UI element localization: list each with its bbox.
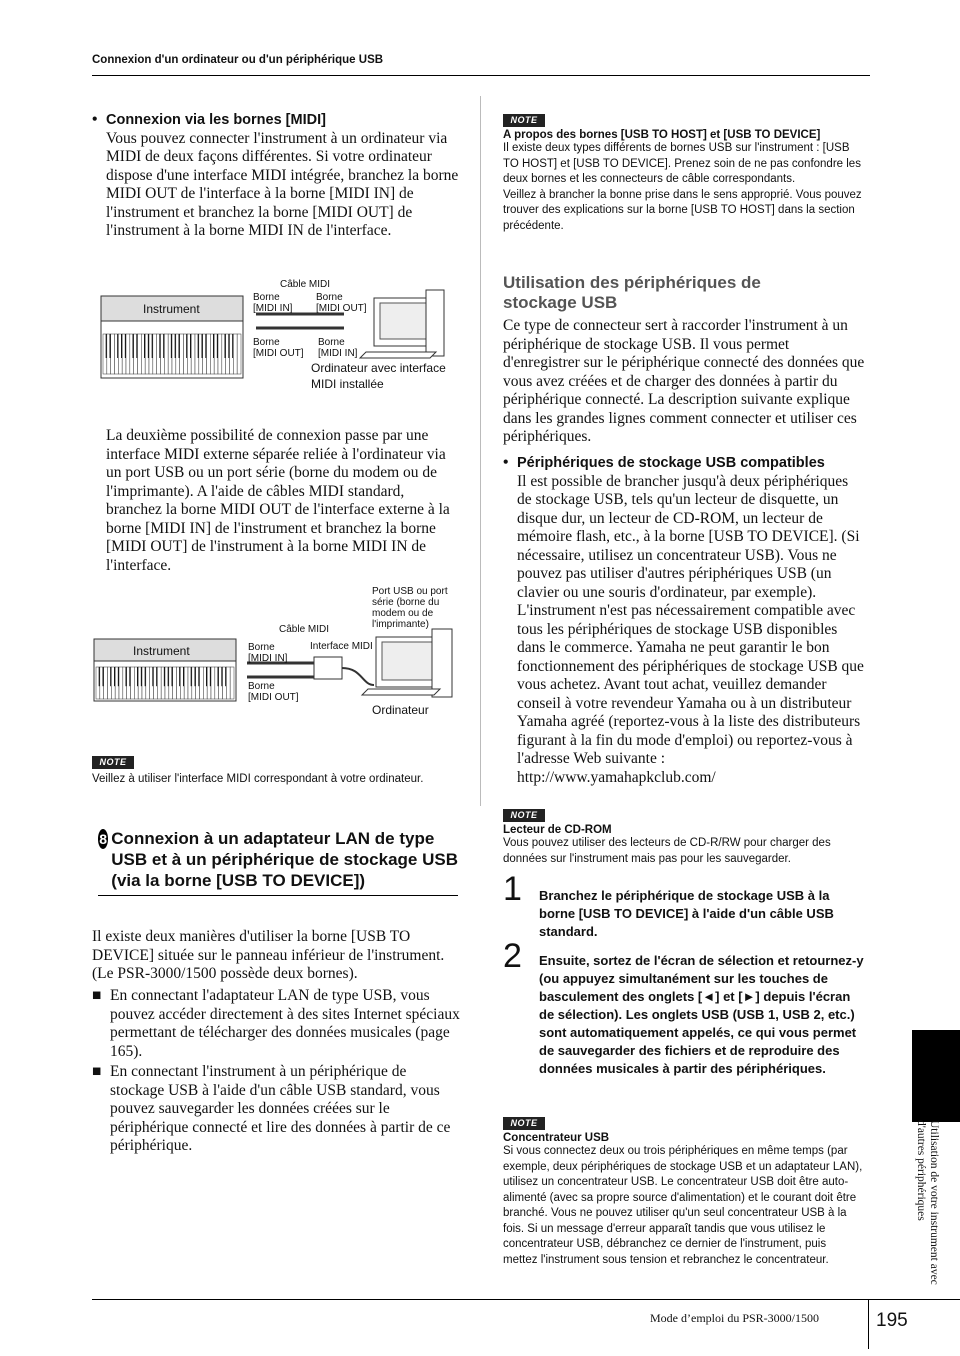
midi-interface-box	[314, 657, 342, 679]
white-key	[126, 334, 130, 374]
chapter-tab	[912, 1030, 960, 1122]
computer-tower	[426, 290, 444, 356]
white-key	[111, 334, 115, 374]
note-usb-hub	[503, 1113, 863, 1268]
step-1-number: 1	[503, 870, 522, 908]
white-key	[131, 667, 135, 699]
section-rule	[98, 895, 458, 896]
white-key	[119, 667, 123, 699]
white-key	[157, 667, 161, 699]
step-1	[503, 872, 865, 941]
d2-computer-label: Ordinateur	[372, 703, 429, 717]
step-2	[503, 939, 865, 1078]
note-usb-ports-title: A propos des bornes [USB TO HOST] et [USB TO DEVICE]	[503, 129, 821, 141]
white-key	[180, 334, 184, 374]
white-key	[138, 334, 142, 374]
white-key	[211, 667, 215, 699]
section-title: Connexion à un adaptateur LAN de type USB et à un périphérique de stockage USB (via la borne [USB TO DEVICE])	[111, 829, 458, 890]
list-item-text: En connectant l'instrument à un périphérique de stockage USB à l'aide d'un câble USB standard, vous pouvez sauvegarder les données créées sur le périphérique connecté et lire des données à partir de ce périphérique.	[110, 1063, 451, 1154]
bullet-dot: •	[503, 454, 509, 471]
chapter-tab-text: Utilisation de votre instrument avec d'autres périphériques	[915, 1120, 940, 1285]
white-key	[237, 334, 241, 374]
list-item	[92, 987, 462, 1061]
white-key	[218, 334, 222, 374]
storage-heading: Utilisation des périphériques de stockage USB	[503, 273, 761, 312]
list-item-text: En connectant l'adaptateur LAN de type USB, vous pouvez accéder directement à des sites Internet spéciaux permettant de télécharger des données musicales (page 165).	[110, 987, 460, 1060]
page-number: 195	[876, 1310, 908, 1331]
computer2-keyboard	[362, 689, 440, 695]
compat-title: Périphériques de stockage USB compatibles	[517, 455, 825, 471]
white-key	[164, 334, 168, 374]
running-header: Connexion d'un ordinateur ou d'un périphérique USB	[92, 54, 384, 66]
d1-cable-label: Câble MIDI	[280, 279, 331, 290]
white-key	[233, 334, 237, 374]
left-note-text: Veillez à utiliser l'interface MIDI correspondant à votre ordinateur.	[92, 773, 424, 785]
d1-midi-in-label: Borne [MIDI IN]	[253, 292, 293, 314]
d1-instrument-label: Instrument	[143, 302, 200, 316]
note-usb-hub-title: Concentrateur USB	[503, 1132, 610, 1144]
note-cdrom	[503, 805, 863, 867]
monitor-screen	[380, 303, 428, 339]
monitor2-screen	[382, 642, 432, 680]
white-key	[153, 334, 157, 374]
footer-rule	[92, 1299, 960, 1300]
d1-computer-label: Ordinateur avec interface MIDI installée	[311, 361, 446, 391]
d1-midi-in-bottom-label: Borne [MIDI IN]	[318, 337, 358, 359]
midi-bullet	[92, 111, 462, 241]
white-key	[184, 667, 188, 699]
midi-bullet-title: Connexion via les bornes [MIDI]	[106, 112, 326, 128]
footer-manual-name: Mode d’emploi du PSR-3000/1500	[650, 1311, 820, 1325]
midi-bullet-body: Vous pouvez connecter l'instrument à un ordinateur via MIDI de deux façons différentes. Si votre ordinateur dispose d'une interface MIDI intégrée, branchez la borne MIDI OUT de l'interface à la borne [MIDI IN] de l'instrument et branchez la borne [MIDI OUT] de l'instrument à la borne MIDI IN de l'interface.	[106, 129, 459, 239]
white-key	[207, 334, 211, 374]
d2-instrument-label: Instrument	[133, 644, 190, 658]
section-intro: Il existe deux manières d'utiliser la borne [USB TO DEVICE] située sur le panneau inférieur de l'instrument. (Le PSR-3000/1500 possède deux bornes).	[92, 928, 445, 982]
white-key	[104, 667, 108, 699]
d2-midi-out-label: Borne [MIDI OUT]	[248, 681, 299, 703]
note-badge: NOTE	[503, 1117, 545, 1130]
white-key	[200, 667, 204, 699]
section-number-badge: 8	[99, 831, 108, 847]
d2-cable-label: Câble MIDI	[279, 624, 330, 635]
computer2-tower	[432, 629, 452, 697]
section-items	[92, 987, 462, 1156]
section-8	[98, 828, 458, 896]
square-bullet: ■	[92, 1063, 102, 1080]
usb-cable	[342, 668, 374, 685]
list-item	[92, 1063, 462, 1156]
d1-midi-out-label: Borne [MIDI OUT]	[253, 337, 304, 359]
keyboard2-keys	[96, 667, 234, 699]
second-connection-para: La deuxième possibilité de connexion passe par une interface MIDI externe séparée reliée à l'ordinateur via un port USB ou un port série (borne du modem ou de l'imprimante). A l'aide de câbles MIDI standard, branchez la borne MIDI OUT de l'interface externe à la borne [MIDI IN] de l'instrument et branchez la borne [MIDI OUT] de l'instrument à la borne MIDI IN de l'interface.	[106, 427, 450, 574]
white-key	[146, 667, 150, 699]
square-bullet: ■	[92, 987, 102, 1004]
white-key	[191, 334, 195, 374]
white-key	[230, 667, 234, 699]
d2-port-label: Port USB ou port série (borne du modem ou de l'imprimante)	[372, 586, 448, 630]
d2-midi-in-label: Borne [MIDI IN]	[248, 642, 288, 664]
step-2-text: Ensuite, sortez de l'écran de sélection et retournez-y (ou appuyez simultanément sur les touches de basculement des onglets [◄] et [►] depuis l'écran de sélection). Les onglets USB (USB 1, USB 2, etc.) sont automatiquement appelés, ce qui vous permet de sauvegarder des fichiers et de reproduire des données musicales à partir des périphériques.	[539, 953, 864, 1076]
compat-body: Il est possible de brancher jusqu'à deux périphériques de stockage USB, tels qu'un lecteur de disquette, un disque dur, un lecteur de CD-ROM, un lecteur de mémoire flash, etc., à la borne [USB TO DEVICE]. (Si nécessaire, utilisez un concentrateur USB). Vous ne pouvez pas utiliser d'autres périphériques USB (un clavier ou une souris d'ordinateur, par exemple). L'instrument n'est pas nécessairement compatible avec tous les périphériques de stockage USB disponibles dans le commerce. Yamaha ne peut garantir le bon fonctionnement des périphériques de stockage USB que vous achetez. Avant tout achat, veuillez demander conseil à votre revendeur Yamaha ou à un distributeur Yamaha agréé (reportez-vous à la liste des distributeurs figurant à la fin du mode d'emploi) ou reportez-vous à l'adresse Web suivante : http://www.yamahapkclub.com/	[517, 472, 864, 786]
storage-para: Ce type de connecteur sert à raccorder l'instrument à un périphérique de stockage USB. Il vous permet d'enregistrer sur le périphérique connecté des données que vous avez créées et de charger des données à partir du périphérique connecté. La description suivante explique dans les grandes lignes comment connecter et utiliser ces périphériques.	[503, 317, 865, 445]
column-divider	[480, 96, 481, 806]
chapter-tab-label	[906, 1120, 940, 1290]
white-key	[173, 667, 177, 699]
note-usb-hub-body: Si vous connectez deux ou trois périphériques en même temps (par exemple, deux périphériques de stockage USB et un adaptateur LAN), utilisez un concentrateur USB. Le concentrateur USB doit être auto-alimenté (avec sa propre source d'alimentation) et le courant doit être branché. Vous ne pouvez utiliser qu'un seul concentrateur USB à la fois. Si un message d'erreur apparaît tandis que vous utilisez le concentrateur USB, débranchez ce dernier de l'instrument, puis mettez l'instrument sous tension et rebranchez le concentrateur.	[503, 1145, 863, 1266]
header-rule	[92, 75, 870, 76]
keyboard-keys	[103, 334, 241, 374]
note-badge: NOTE	[92, 756, 134, 769]
note-usb-ports-body: Il existe deux types différents de bornes USB sur l'instrument : [USB TO HOST] et [USB TO DEVICE]. Prenez soin de ne pas confondre les deux bornes et les connecteurs de câble correspondants. Veillez à brancher la bonne prise dans le sens approprié. Vous pouvez trouver des explications sur la borne [USB TO HOST] dans la section précédente.	[503, 142, 862, 232]
computer-keyboard	[360, 352, 436, 358]
note-badge: NOTE	[503, 114, 545, 127]
note-usb-ports	[503, 110, 863, 234]
step-1-text: Branchez le périphérique de stockage USB à la borne [USB TO DEVICE] à l'aide d'un câble USB standard.	[539, 888, 834, 939]
compat-bullet	[503, 454, 865, 787]
note-badge: NOTE	[503, 809, 545, 822]
bullet-dot: •	[92, 111, 98, 128]
d1-midi-out-top-label: Borne [MIDI OUT]	[316, 292, 367, 314]
step-2-number: 2	[503, 937, 522, 975]
d2-interface-label: Interface MIDI	[310, 641, 373, 652]
note-cdrom-title: Lecteur de CD-ROM	[503, 824, 612, 836]
note-cdrom-body: Vous pouvez utiliser des lecteurs de CD-R/RW pour charger des données sur l'instrument mais pas pour les sauvegarder.	[503, 837, 831, 865]
white-key	[226, 667, 230, 699]
left-note	[92, 752, 423, 788]
footer-divider	[868, 1299, 869, 1349]
